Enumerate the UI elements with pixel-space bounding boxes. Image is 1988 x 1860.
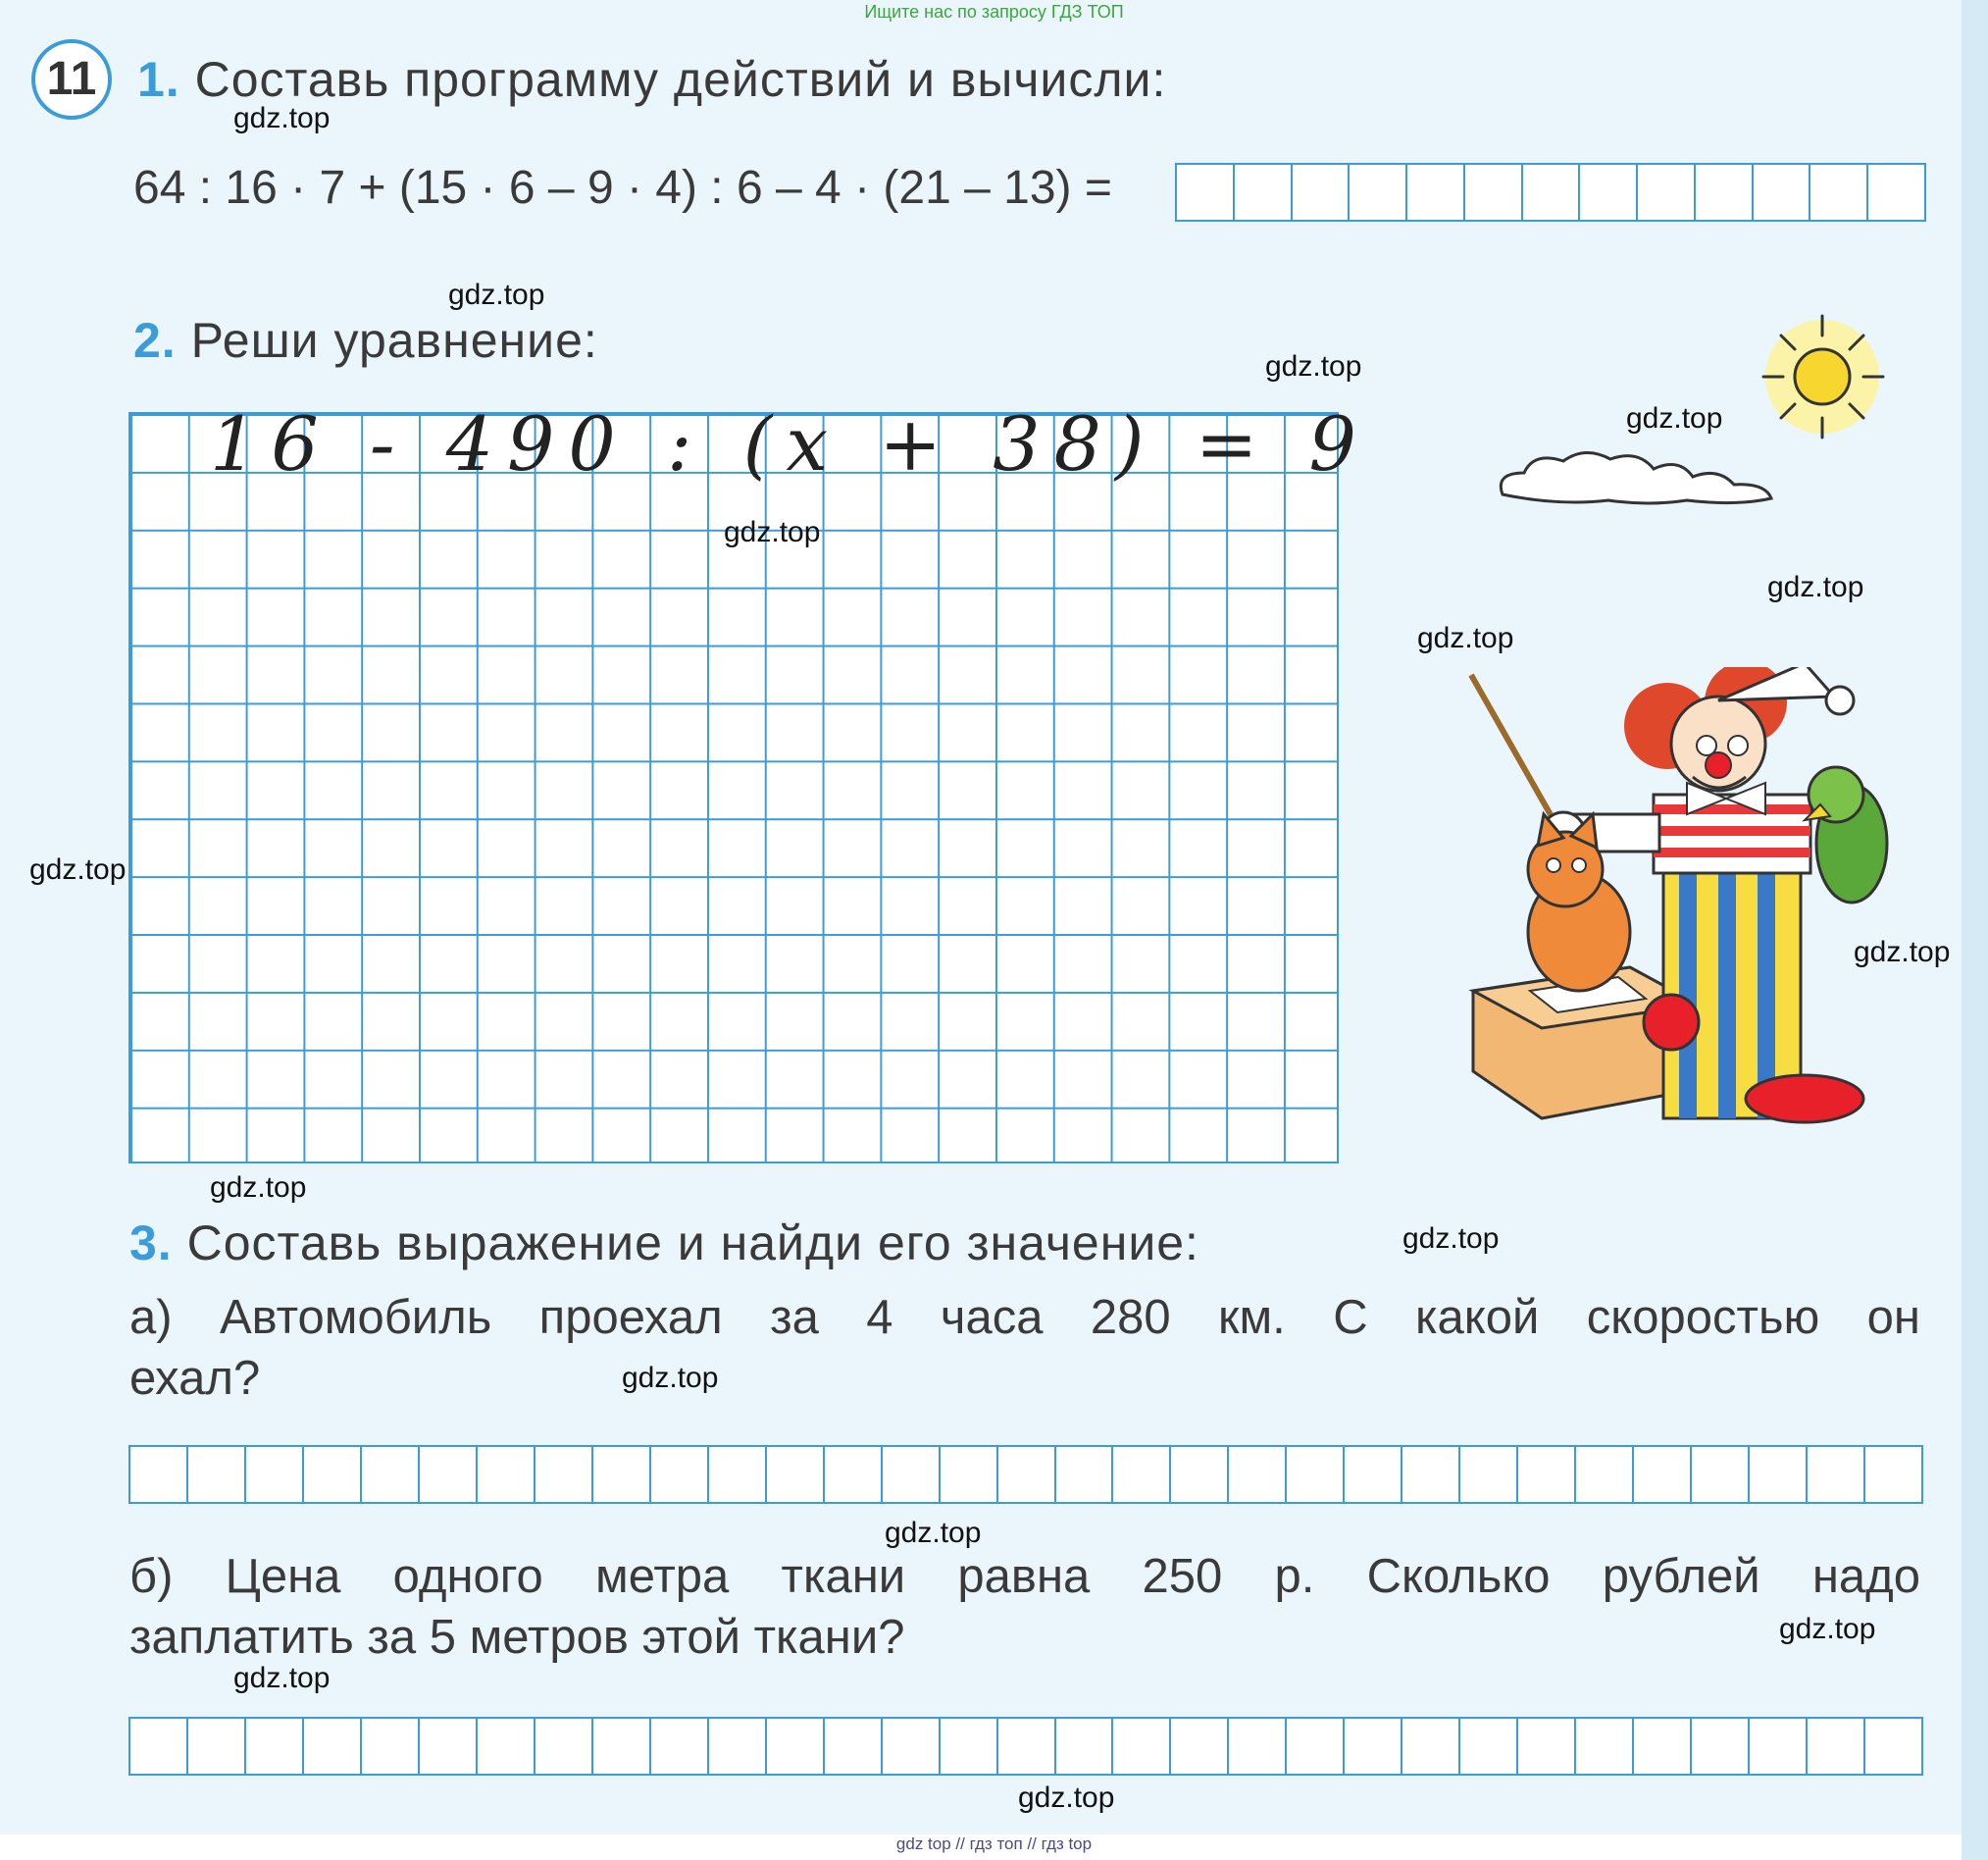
task3b-answer-cells[interactable] [128,1717,1923,1776]
watermark: gdz.top [1779,1613,1876,1645]
sun-illustration [1726,306,1893,453]
handwritten-equation: 16 - 490 : (x + 38) = 9 [210,400,1370,488]
page-edge [1962,0,1988,1860]
task3-part-a-line1: а) Автомобиль проехал за 4 часа 280 км. С какой скоростью он [129,1291,1920,1344]
task3-part-b [129,1546,1920,1668]
task3-title: Составь выражение и найди его значение: [186,1215,1199,1270]
watermark: gdz.top [448,279,545,311]
top-banner[interactable]: Ищите нас по запросу ГДЗ ТОП [864,2,1124,22]
watermark: gdz.top [1767,571,1864,603]
page-number-badge: 11 [31,39,112,120]
task2-title: Реши уравнение: [190,313,598,368]
watermark: gdz.top [29,853,127,886]
task3-number: 3. [129,1215,173,1270]
task1-number: 1. [137,52,180,107]
task2-number: 2. [133,313,177,368]
cloud-illustration [1491,443,1785,512]
watermark: gdz.top [233,1662,331,1694]
task1-answer-cells[interactable] [1175,163,1926,222]
task3-part-a [129,1287,1920,1409]
task3a-answer-cells[interactable] [128,1445,1923,1504]
task3-part-b-line1: б) Цена одного метра ткани равна 250 р. Сколько рублей надо [129,1550,1920,1603]
watermark: gdz.top [1402,1222,1500,1255]
watermark: gdz.top [233,102,331,134]
watermark: gdz.top [1265,350,1362,383]
watermark: gdz.top [1417,622,1514,654]
clown-teacher-illustration [1461,667,1893,1158]
task1-heading [137,51,1166,108]
bottom-banner[interactable]: gdz top // гдз топ // гдз top [895,1834,1093,1853]
watermark: gdz.top [210,1171,307,1204]
task3-heading [129,1214,1199,1271]
task3-part-b-line2: заплатить за 5 метров этой ткани? [129,1611,905,1664]
task2-heading [133,312,598,369]
task3-part-a-line2: ехал? [129,1352,261,1405]
task1-title: Составь программу действий и вычисли: [194,52,1167,107]
watermark: gdz.top [1854,936,1951,968]
task1-expression: 64 : 16 · 7 + (15 · 6 – 9 · 4) : 6 – 4 · (21 – 13) = [133,162,1112,214]
watermark: gdz.top [724,516,821,548]
watermark: gdz.top [1018,1782,1115,1814]
watermark: gdz.top [1626,402,1723,435]
watermark: gdz.top [885,1517,982,1549]
watermark: gdz.top [622,1362,719,1394]
